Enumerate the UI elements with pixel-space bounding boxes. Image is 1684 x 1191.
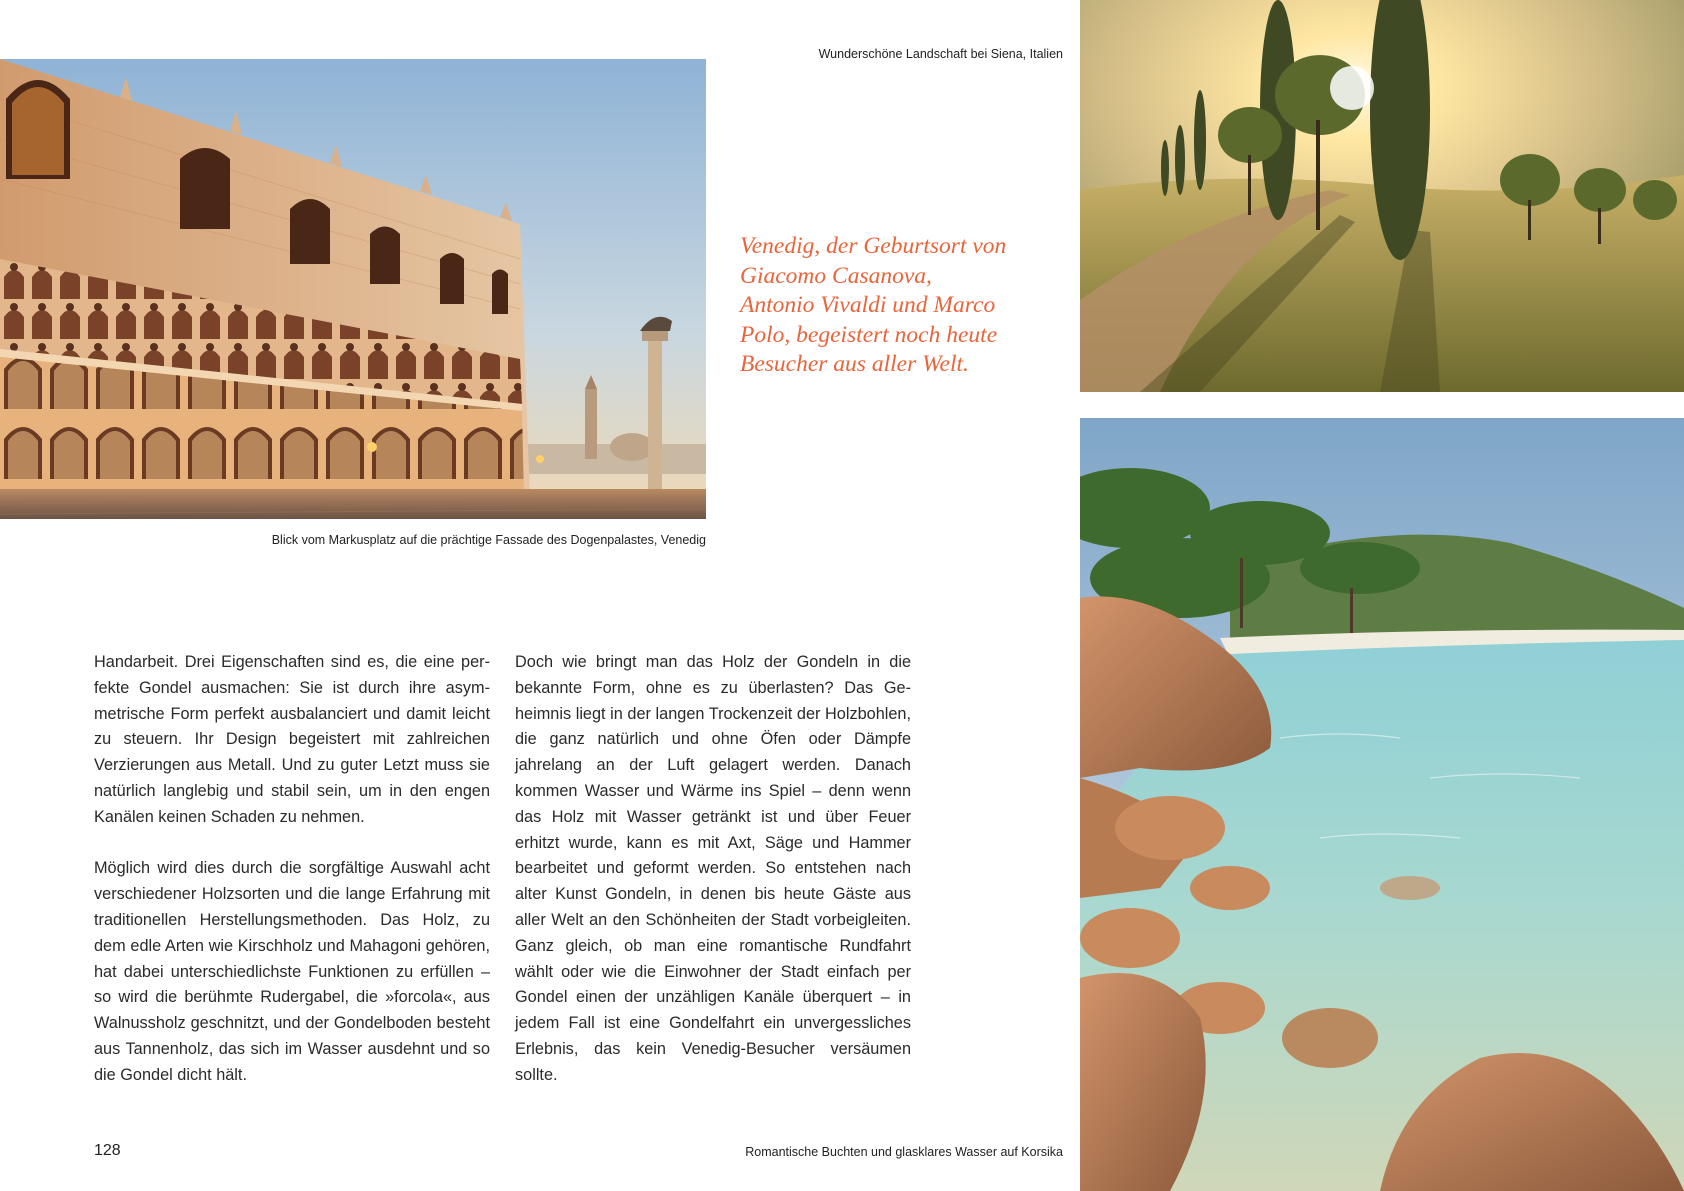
page-number: 128	[94, 1142, 121, 1159]
paragraph: Handarbeit. Drei Eigenschaften sind es, die eine perfekte Gondel ausmachen: Sie ist durch ihre asymmetrische Form perfekt ausbalanciert und damit leicht zu steuern. Ihr Design begeistert mit zahlreichen Verzierungen aus Metall. Und zu guter Letzt muss sie natürlich langlebig und stabil sein, um in den engen Kanälen keinen Schaden zu nehmen.	[94, 653, 490, 826]
paragraph: Möglich wird dies durch die sorgfältige Auswahl acht verschiedener Holzsorten und die lange Erfahrung mit traditionellen Herstellungsmethoden. Das Holz, zu dem edle Arten wie Kirschholz und Mahagoni gehören, hat dabei unterschiedlichste Funktionen zu erfüllen – so wird die berühmte Rudergabel, die »forcola«, aus Walnussholz geschnitzt, und der Gondelboden besteht aus Tannenholz, das sich im Wasser ausdehnt und so die Gondel dicht hält.	[94, 859, 490, 1084]
body-column-right	[515, 650, 911, 1089]
photo-doge-palace	[0, 59, 706, 519]
photo-siena-landscape	[1080, 0, 1684, 392]
caption-venice: Blick vom Markusplatz auf die prächtige Fassade des Dogenpalastes, Venedig	[271, 533, 706, 547]
paragraph: Doch wie bringt man das Holz der Gondeln in die bekannte Form, ohne es zu überlasten? Das Geheimnis liegt in der langen Trockenzeit der Holzbohlen, die ganz natürlich und ohne Öfen oder Dämpfe jahrelang an der Luft gelagert werden. Danach kommen Wasser und Wärme ins Spiel – denn wenn das Holz mit Wasser getränkt ist und über Feuer erhitzt wurde, kann es mit Axt, Säge und Hammer bearbeitet und geformt werden. So entstehen nach alter Kunst Gondeln, in denen bis heute Gäste aus aller Welt an den Schönheiten der Stadt vorbeigleiten. Ganz gleich, ob man eine romantische Rundfahrt wählt oder wie die Einwohner der Stadt einfach per Gondel einen der unzähligen Kanäle überquert – in jedem Fall ist eine Gondelfahrt ein unvergessliches Erlebnis, das kein Venedig-Besucher versäumen sollte.	[515, 653, 911, 1084]
pull-quote: Venedig, der Geburtsort von Giacomo Casanova, Antonio Vivaldi und Marco Polo, begeistert noch heute Besucher aus aller Welt.	[740, 233, 1007, 377]
body-column-left	[94, 650, 490, 1089]
caption-siena: Wunderschöne Landschaft bei Siena, Italien	[818, 47, 1063, 61]
photo-corsica-bay	[1080, 418, 1684, 1191]
caption-corsica: Romantische Buchten und glasklares Wasser auf Korsika	[745, 1145, 1063, 1159]
